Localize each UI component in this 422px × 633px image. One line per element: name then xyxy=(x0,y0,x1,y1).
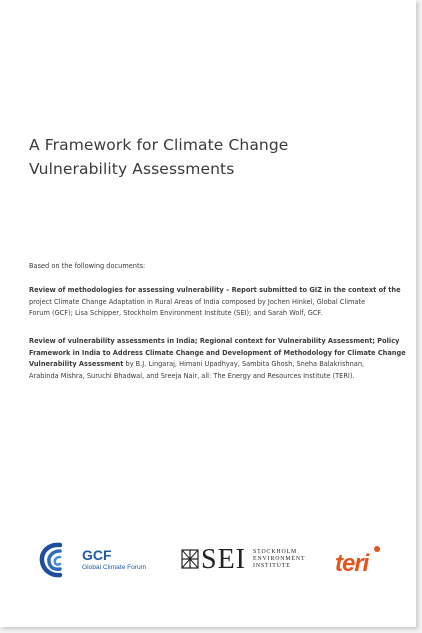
sei-logo-word: SEI xyxy=(201,544,246,575)
gcf-logo xyxy=(38,542,148,578)
p2-line-2: Framework in India to Address Climate Change and Development of Methodology for Climate Change xyxy=(29,348,406,357)
p1-line-1: Review of methodologies for assessing vulnerability – Report submitted to GIZ in the context of the xyxy=(29,286,401,294)
p1-line-2: project Climate Change Adaptation in Rural Areas of India composed by Jochen Hinkel, Global Climate xyxy=(29,297,366,306)
p2-line-4: Arabinda Mishra, Suruchi Bhadwal, and Sreeja Nair, all: The Energy and Resources Institute (TERI). xyxy=(29,371,355,380)
teri-wordmark-icon xyxy=(333,544,385,578)
source-paragraph-2 xyxy=(29,336,406,382)
gcf-logo-subtitle: Global Climate Forum xyxy=(82,564,147,571)
document-title xyxy=(29,133,389,181)
p2-line-1: Review of vulnerability assessments in India; Regional context for Vulnerability Assessment; Policy xyxy=(29,337,400,345)
intro-text: Based on the following documents: xyxy=(29,262,146,270)
p2-line-3 xyxy=(29,359,389,371)
title-line-1: A Framework for Climate Change xyxy=(29,136,289,154)
sei-line-2: ENVIRONMENT xyxy=(253,556,306,563)
sei-line-3: INSTITUTE xyxy=(253,563,291,570)
sei-emblem-icon xyxy=(181,549,199,569)
gcf-logo-name: GCF xyxy=(82,547,112,563)
svg-text:teri: teri xyxy=(335,550,369,577)
title-line-2: Vulnerability Assessments xyxy=(29,160,235,178)
sei-logo xyxy=(181,544,306,576)
p2-line-3-bold: Vulnerability Assessment xyxy=(29,360,124,369)
p2-line-3-rest: by B.J. Lingaraj, Himani Upadhyay, Sambita Ghosh, Sneha Balakrishnan, xyxy=(123,360,365,369)
sei-logo-text xyxy=(253,549,305,571)
teri-logo xyxy=(333,544,385,578)
gcf-swirl-icon xyxy=(38,542,78,578)
source-paragraph-1 xyxy=(29,285,401,320)
p1-line-3: Forum (GCF); Lisa Schipper, Stockholm Environment Institute (SEI); and Sarah Wolf, GCF. xyxy=(29,309,323,318)
sei-line-1: STOCKHOLM xyxy=(253,549,298,555)
